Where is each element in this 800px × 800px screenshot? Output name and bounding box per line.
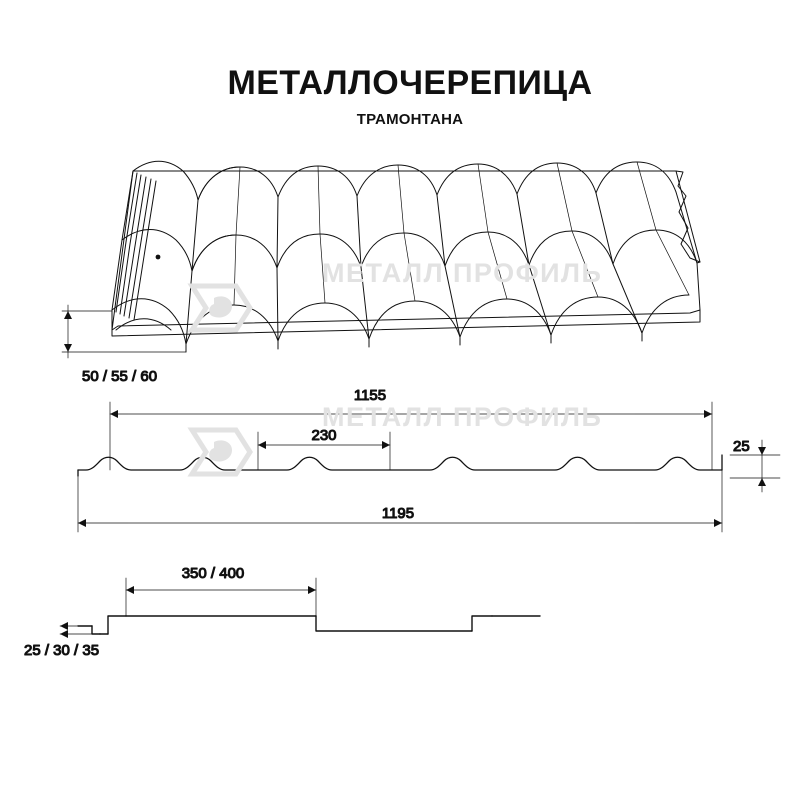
page-title: МЕТАЛЛОЧЕРЕПИЦА: [227, 64, 593, 102]
page-subtitle: ТРАМОНТАНА: [356, 110, 464, 128]
isometric-sheet: [112, 161, 700, 352]
profile-section: [78, 455, 722, 476]
dim-useful-width: [110, 402, 712, 470]
dim-1155-label: 1155: [353, 387, 387, 404]
watermark-text-bottom: МЕТАЛЛ ПРОФИЛЬ: [322, 402, 603, 432]
dim-25-label: 25: [733, 438, 750, 455]
dim-25-30-35-label: 25 / 30 / 35: [24, 642, 100, 659]
dim-1195-label: 1195: [381, 505, 415, 522]
iso-height-label: 50 / 55 / 60: [82, 368, 158, 385]
dim-230-label: 230: [311, 427, 337, 444]
side-step-profile: [78, 616, 540, 634]
dim-step-length: [126, 578, 316, 616]
watermark-text-top: МЕТАЛЛ ПРОФИЛЬ: [322, 258, 603, 288]
dim-step-height-leader: [60, 622, 92, 638]
dim-350-400-label: 350 / 400: [181, 565, 245, 582]
